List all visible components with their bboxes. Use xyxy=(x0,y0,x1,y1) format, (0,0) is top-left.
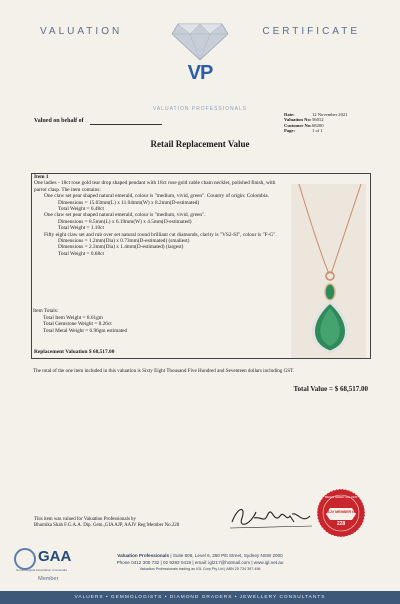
total-in-words: The total of the one item included in this valuation is Sixty Eight Thousand Five Hundred and Seventeen dollars including GST. xyxy=(33,368,295,374)
signature xyxy=(228,502,316,532)
total-value-amount: $ 68,517.00 xyxy=(334,385,368,393)
valuer-note xyxy=(34,517,179,529)
item-line: Dimensions = 1.2mm(Dia) x 0.73mm(D-estimated) (smallest) xyxy=(58,238,190,245)
item-line: Fifty eight claw set and rub over set natural round brilliant cut diamonds, clarity is "VS2-SI", colour is "F-G". xyxy=(44,231,277,238)
item-line: Total Weight = 6.48ct xyxy=(58,206,104,213)
valued-on-behalf-label: Valued on behalf of xyxy=(34,118,84,124)
seal-top-text: REGISTERED VALUER xyxy=(324,495,358,499)
meta-block xyxy=(284,112,347,134)
diamond-icon xyxy=(172,18,228,62)
item-totals xyxy=(33,308,127,334)
replacement-value: $ 68,517.00 xyxy=(88,349,115,355)
meta-key: Date: xyxy=(284,112,295,117)
vp-logo xyxy=(172,18,228,104)
header-left-title: VALUATION xyxy=(40,26,123,37)
contact-line-2: Phone 0412 300 732 | 02 9283 0419 | email: igl217@hotmail.com | www.igl.net.au xyxy=(116,559,284,565)
item-line: Total Weight = 1.10ct xyxy=(58,225,104,232)
header-right-title: CERTIFICATE xyxy=(262,26,360,37)
client-name-line xyxy=(90,124,162,125)
contact-line-1 xyxy=(0,553,400,560)
logo-text: VP xyxy=(187,62,213,84)
totals-line: Total Gemstone Weight = 8.26ct xyxy=(43,321,112,328)
totals-line: Total Item Weight = 8.61gm xyxy=(43,314,103,321)
totals-line: Total Metal Weight = 6.96gm estimated xyxy=(43,327,128,334)
item-line: Dimensions = 8.5mm(L) x 6.19mm(W) x 4.5mm(D-estimated) xyxy=(58,218,192,225)
aajv-seal xyxy=(316,488,366,538)
gaa-subtitle: Gemmological Association of Australia xyxy=(16,568,67,572)
meta-key: Customer No: xyxy=(284,122,312,128)
item-line: Dimensions = 2.3mm(Dia) x 1.4mm(D-estimated) (largest) xyxy=(58,244,184,251)
gaa-name: GAA xyxy=(38,548,72,565)
replacement-valuation xyxy=(34,349,114,355)
meta-row xyxy=(284,128,347,133)
valuer-note-line: This item was valued for Valuation Professionals by xyxy=(34,517,136,522)
totals-heading: Item Totals: xyxy=(33,308,59,314)
item-line: One claw set pear shaped natural emerald, colour is "medium, vivid, green". xyxy=(44,212,206,219)
replacement-label: Replacement Valuation xyxy=(34,349,88,355)
pendant-photo xyxy=(291,184,366,358)
meta-key: Page: xyxy=(284,128,295,134)
meta-value: 56012 xyxy=(312,117,324,123)
seal-middle-text: AAJV MEMBER NO xyxy=(324,510,358,514)
contact-line-3: Valuation Professionals trading as IGL Corp Pty Ltd | ABN 25 734 397 496 xyxy=(139,567,261,572)
bottom-services-bar: VALUERS • GEMMOLOGISTS • DIAMOND GRADERS • JEWELLERY CONSULTANTS xyxy=(0,591,400,604)
logo-subtitle: VALUATION PROFESSIONALS xyxy=(152,106,248,112)
item-line: Total Weight = 0.68ct xyxy=(58,250,104,257)
meta-value: 12 November 2021 xyxy=(312,112,348,117)
total-value-label: Total Value = xyxy=(293,385,335,393)
company-name: Valuation Professionals xyxy=(117,553,170,558)
item-heading: Item 1 xyxy=(34,174,49,180)
header xyxy=(0,18,400,112)
meta-value: 1 of 1 xyxy=(312,128,323,134)
item-line: Dimensions = 15.03mm(L) x 11.04mm(W) x 8.2mm(D-estimated) xyxy=(58,199,200,206)
total-value xyxy=(293,385,368,393)
item-description xyxy=(34,174,289,257)
item-line: One claw set pear shaped natural emerald, colour is "medium, vivid, green". Country of origin: Colombia. xyxy=(44,193,269,200)
gaa-member: Member xyxy=(38,576,59,582)
document-title: Retail Replacement Value xyxy=(150,139,250,149)
valuer-note-line: Bhumika Shah F.G.A.A. Dip. Gem.,GIA AJP, AAJV Reg Member No.228 xyxy=(34,523,180,528)
company-address: | Suite 606, Level 6, 250 Pitt Street, Sydney NSW 2000 xyxy=(169,553,283,558)
seal-number: 228 xyxy=(336,521,346,527)
meta-value: 68200 xyxy=(312,122,324,128)
contact-block xyxy=(0,553,400,573)
meta-key: Valuation No: xyxy=(284,117,312,123)
item-line: One ladies - 18ct rose gold tear drop shaped pendant with 18ct rose gold cable chain necklet, polished finish, with parrot clasp. The item contains: xyxy=(34,180,276,193)
